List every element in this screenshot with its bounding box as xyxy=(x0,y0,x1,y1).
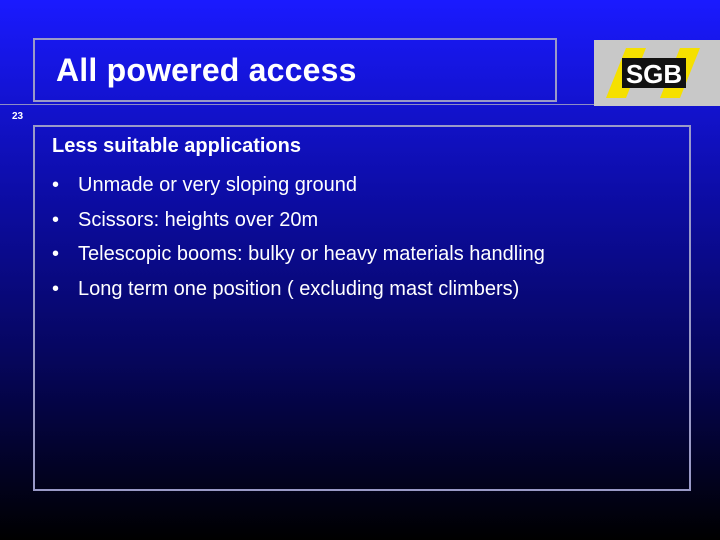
logo-text: SGB xyxy=(625,59,683,89)
bullet-marker: • xyxy=(52,208,60,231)
bullet-list xyxy=(52,168,545,306)
slide-title: All powered access xyxy=(56,52,357,88)
bullet-marker: • xyxy=(52,243,60,265)
bullet-marker: • xyxy=(52,277,60,300)
list-item xyxy=(52,168,545,203)
list-item xyxy=(52,272,545,307)
sgb-logo xyxy=(594,40,720,106)
bullet-marker: • xyxy=(52,174,60,196)
bullet-text: Long term one position ( excluding mast climbers) xyxy=(78,277,520,300)
content-heading: Less suitable applications xyxy=(52,135,301,157)
bullet-text: Scissors: heights over 20m xyxy=(78,208,319,231)
slide-number: 23 xyxy=(12,111,24,122)
bullet-text: Unmade or very sloping ground xyxy=(78,174,358,196)
list-item xyxy=(52,203,545,238)
list-item xyxy=(52,237,545,272)
sgb-logo-icon xyxy=(594,40,720,106)
bullet-text: Telescopic booms: bulky or heavy materials handling xyxy=(78,243,545,265)
